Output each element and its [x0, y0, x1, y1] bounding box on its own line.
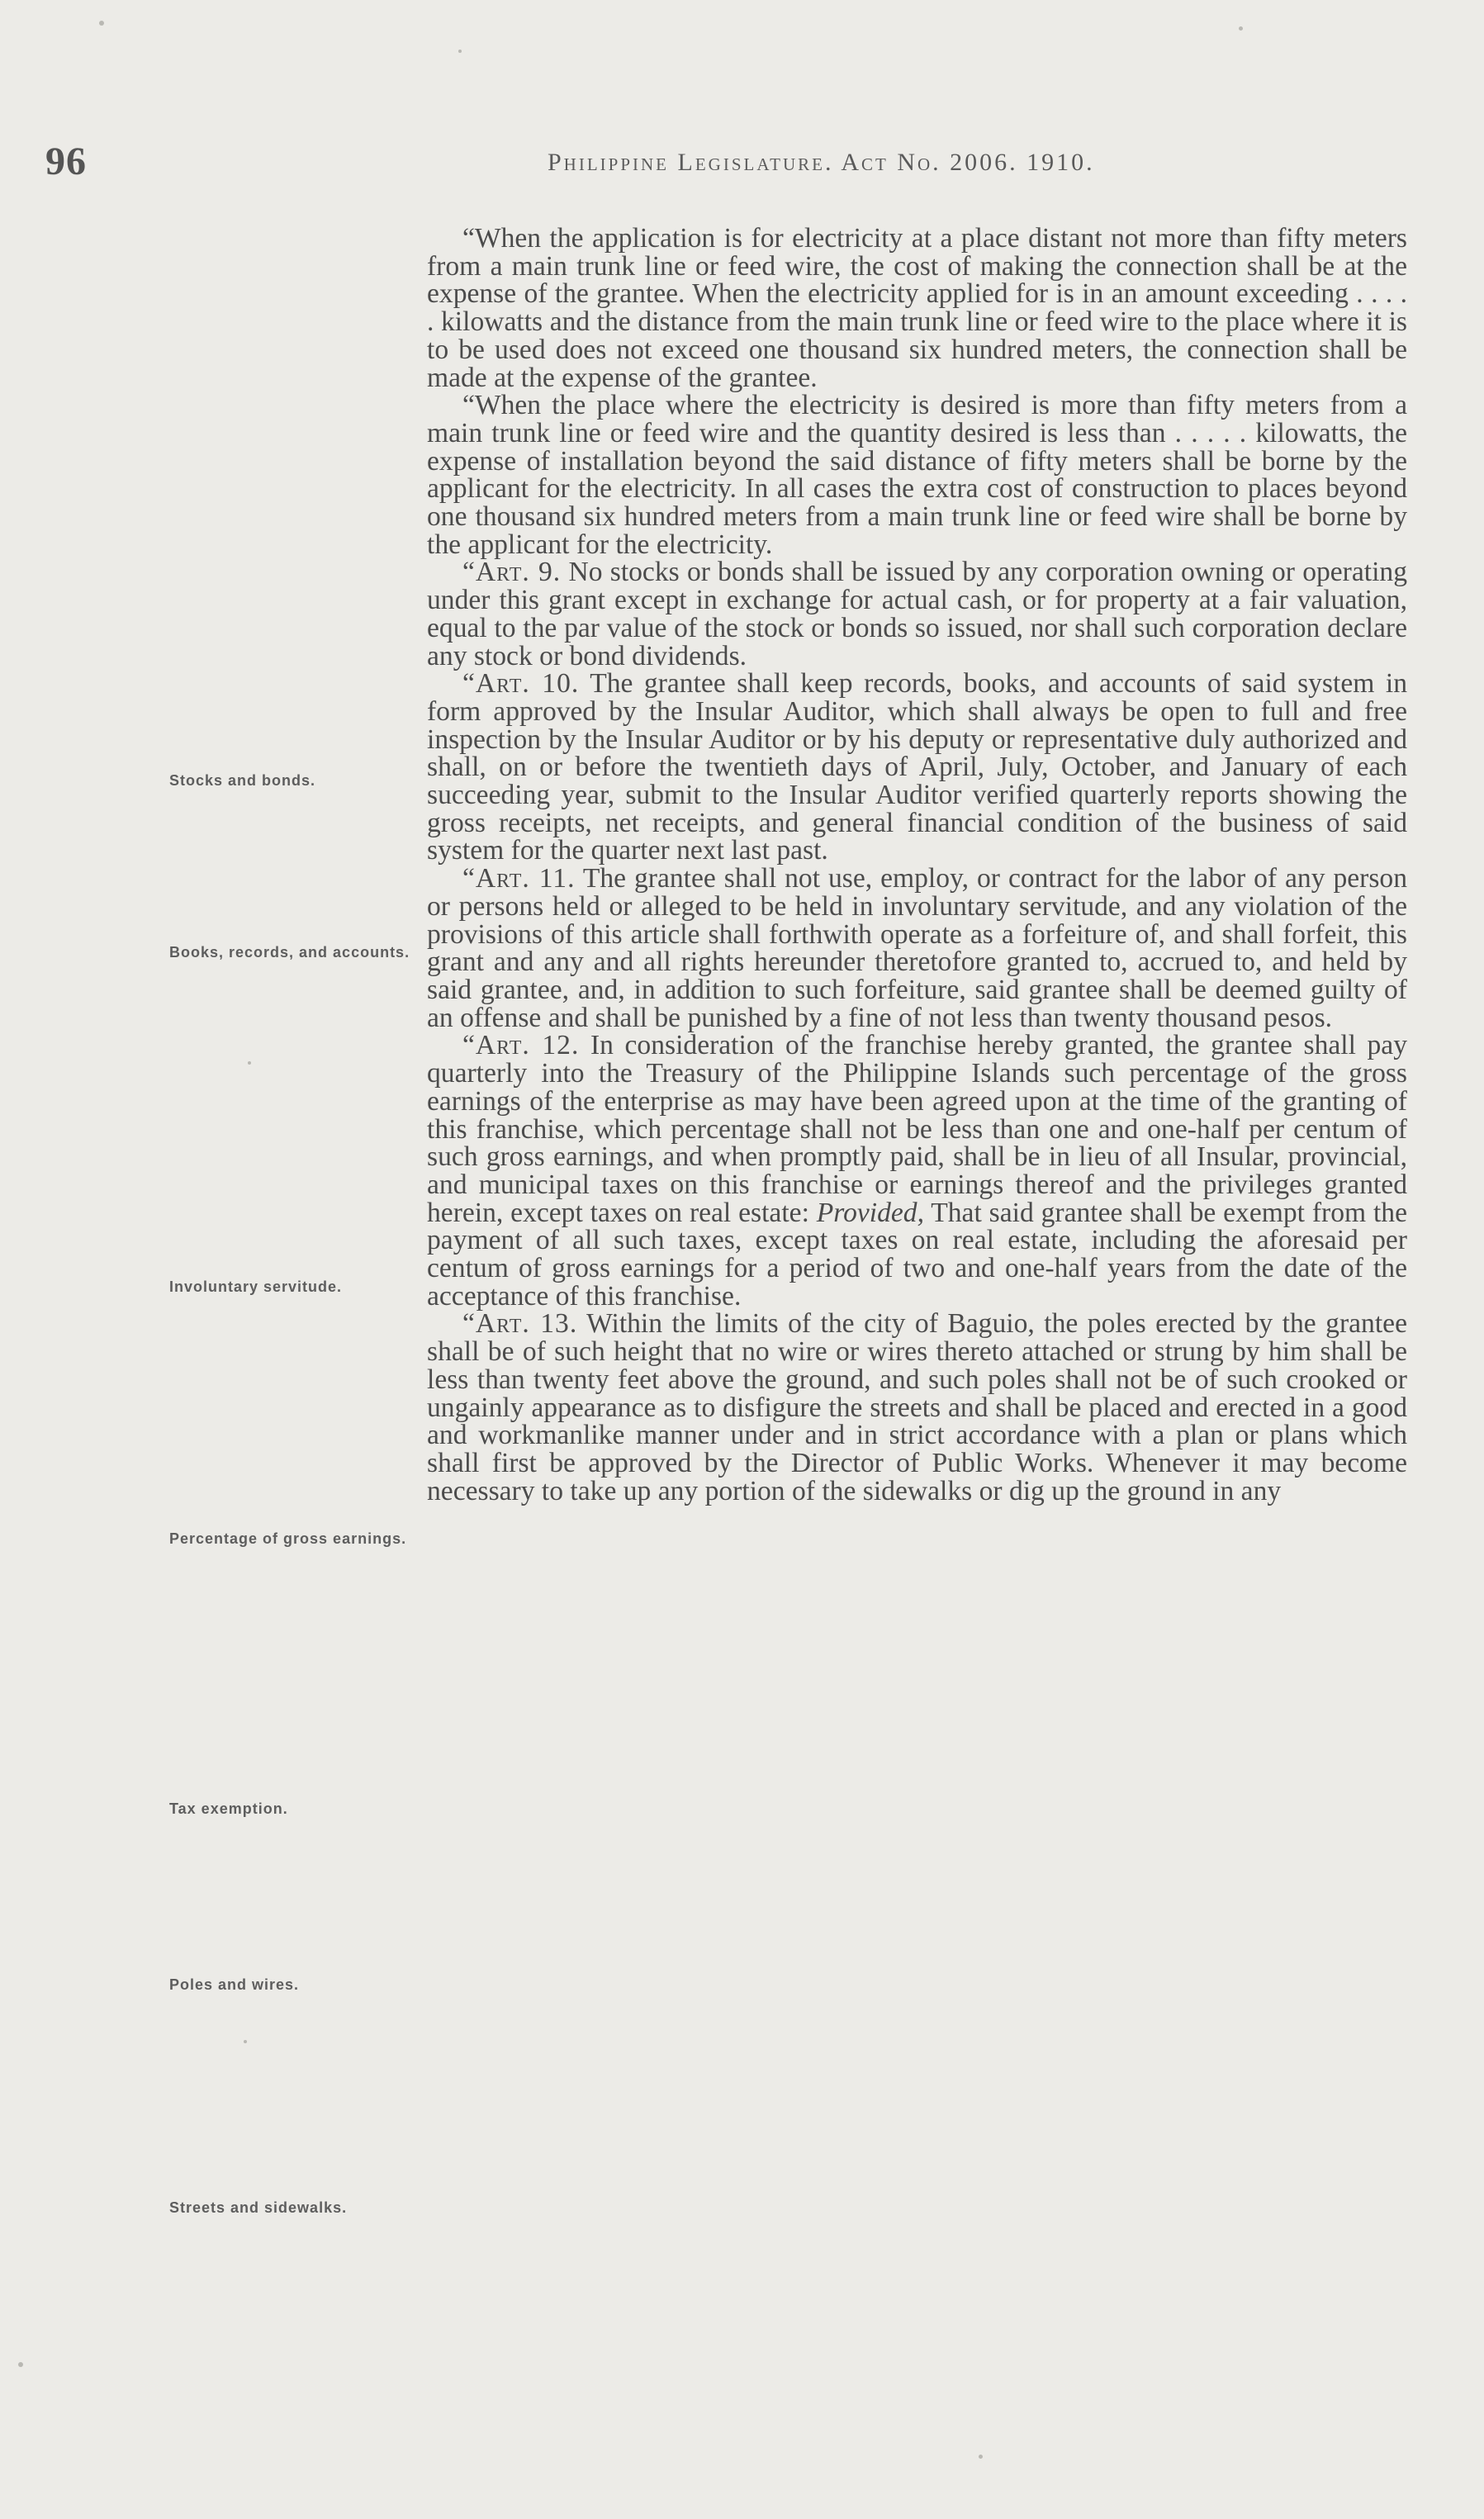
paragraph-text: Within the limits of the city of Baguio, the poles erected by the grantee shall be of such height that no wire or wires thereto attached or strung by him shall be less than twenty feet above the ground, and such poles shall not be of such crooked or ungainly appearance as to disfigure the streets and shall be placed and erected in a good and workmanlike manner under and in strict accordance with a plan or plans which shall first be approved by the Director of Public Works. Whenever it may become necessary to take up any portion of the sidewalks or dig up the ground in any [427, 1308, 1407, 1506]
paper-speck [458, 50, 462, 53]
article-heading: “Art. 12. [462, 1030, 580, 1061]
paragraph-text-continued: That said grantee shall be exempt from the payment of all such taxes, except taxes on real estate, including the aforesaid per centum of gross earnings for a period of two and one-half years from the date of the acceptance of this franchise. [427, 1197, 1407, 1312]
body-text [427, 225, 1407, 1505]
proviso-italic: Provided, [816, 1197, 924, 1228]
article-heading: “Art. 9. [462, 557, 562, 588]
sidenote-tax-exemption: Tax exemption. [169, 1800, 288, 1817]
sidenote-streets-and-sidewalks: Streets and sidewalks. [169, 2199, 348, 2216]
paper-speck [244, 2040, 247, 2043]
paragraph-article-11 [427, 865, 1407, 1032]
paper-speck [979, 2455, 983, 2459]
paragraph-electricity-connection [427, 225, 1407, 391]
paragraph-text: “When the place where the electricity is desired is more than fifty meters from a main trunk line or feed wire and the quantity desired is less than . . . . . kilowatts, the expense of installation beyond the said distance of fifty meters shall be borne by the applicant for the electricity. In all cases the extra cost of construction to places beyond one thousand six hundred meters from a main trunk line or feed wire shall be borne by the applicant for the electricity. [427, 390, 1407, 560]
paragraph-article-12 [427, 1032, 1407, 1310]
paragraph-article-9 [427, 558, 1407, 670]
paper-speck [18, 2362, 23, 2367]
paragraph-article-13 [427, 1310, 1407, 1505]
paragraph-text: The grantee shall not use, employ, or contract for the labor of any person or persons held or alleged to be held in involuntary servitude, and any violation of the provisions of this article shall forthwith operate as a forfeiture of, and shall forfeit, this grant and any and all rights hereunder theretofore granted to, accrued to, and held by said grantee, and, in addition to such forfeiture, said grantee shall be deemed guilty of an offense and shall be punished by a fine of not less than twenty thousand pesos. [427, 863, 1407, 1033]
paragraph-text: “When the application is for electricity at a place distant not more than fifty meters from a main trunk line or feed wire, the cost of making the connection shall be at the expense of the grantee. When the electricity applied for is in an amount exceeding . . . . . kilowatts and the distance from the main trunk line or feed wire to the place where it is to be used does not exceed one thousand six hundred meters, the connection shall be made at the expense of the grantee. [427, 223, 1407, 393]
page-number: 96 [45, 140, 87, 183]
paragraph-text: The grantee shall keep records, books, and accounts of said system in form approved by the Insular Auditor, which shall always be open to full and free inspection by the Insular Auditor or by his deputy or representative duly authorized and shall, on or before the twentieth days of April, July, October, and January of each succeeding year, submit to the Insular Auditor verified quarterly reports showing the gross receipts, net receipts, and general financial condition of the business of said system for the quarter next last past. [427, 668, 1407, 866]
paragraph-text: No stocks or bonds shall be issued by any corporation owning or operating under this grant except in exchange for actual cash, or for property at a fair valuation, equal to the par value of the stock or bonds so issued, nor shall such corporation declare any stock or bond dividends. [427, 557, 1407, 671]
paragraph-text: In consideration of the franchise hereby granted, the grantee shall pay quarterly into the Treasury of the Philippine Islands such percentage of the gross earnings of the enterprise as may have been agreed upon at the time of the granting of this franchise, which percentage shall not be less than one and one-half per centum of such gross earnings, and when promptly paid, shall be in lieu of all Insular, provincial, and municipal taxes on this franchise or earnings thereof and the privileges granted herein, except taxes on real estate: [427, 1030, 1407, 1228]
paper-speck [1239, 26, 1243, 31]
running-head: Philippine Legislature. Act No. 2006. 1910. [548, 149, 1095, 176]
sidenote-percentage-of-gross-earnings: Percentage of gross earnings. [169, 1530, 407, 1547]
article-heading: “Art. 13. [462, 1308, 578, 1340]
paper-speck [99, 21, 104, 26]
paper-speck [248, 1061, 251, 1065]
sidenote-stocks-and-bonds: Stocks and bonds. [169, 772, 316, 789]
article-heading: “Art. 11. [462, 863, 576, 894]
paragraph-article-10 [427, 670, 1407, 865]
sidenote-books-records-accounts: Books, records, and accounts. [169, 944, 410, 961]
sidenote-poles-and-wires: Poles and wires. [169, 1976, 300, 1993]
article-heading: “Art. 10. [462, 668, 580, 700]
paragraph-installation-expense [427, 391, 1407, 558]
sidenote-involuntary-servitude: Involuntary servitude. [169, 1278, 343, 1295]
